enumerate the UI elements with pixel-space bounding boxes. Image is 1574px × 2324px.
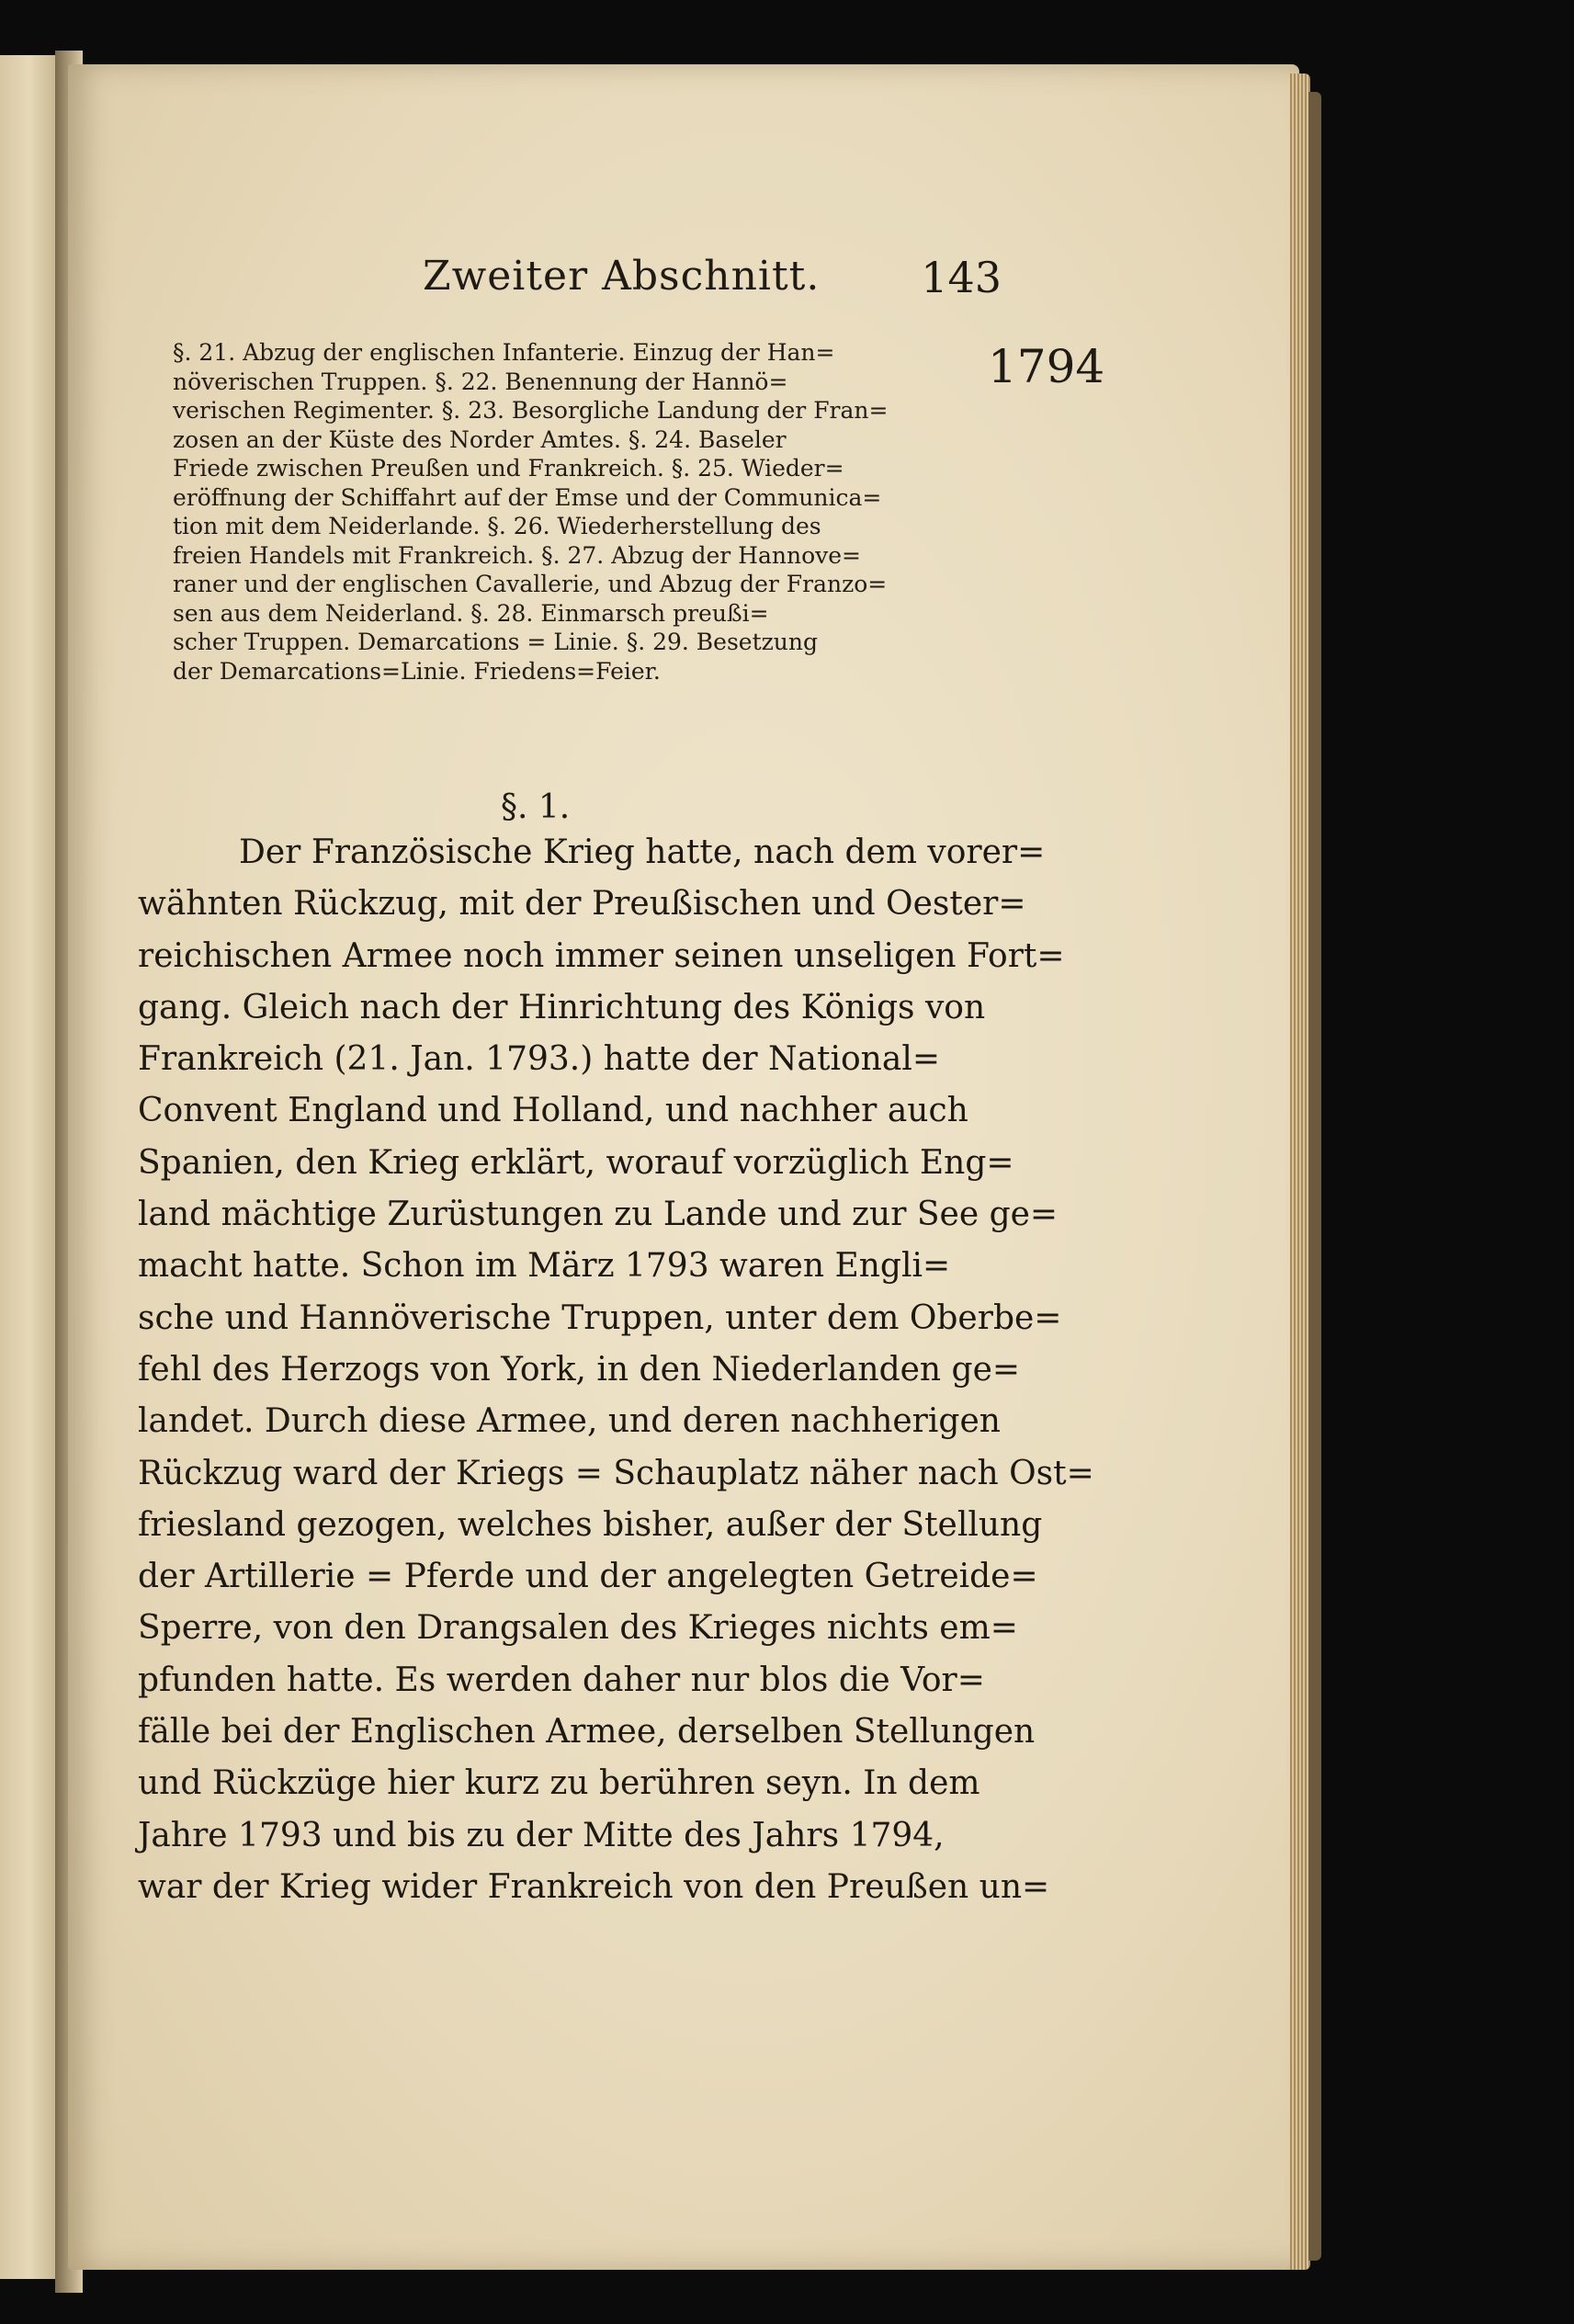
body-line: gang. Gleich nach der Hinrichtung des Königs von (138, 988, 986, 1026)
summary-line: verischen Regimenter. §. 23. Besorgliche Landung der Fran= (173, 397, 889, 424)
margin-year: 1794 (988, 340, 1105, 393)
body-line: friesland gezogen, welches bisher, außer der Stellung (138, 1505, 1043, 1544)
running-title: Zweiter Abschnitt. (423, 253, 821, 300)
body-line: wähnten Rückzug, mit der Preußischen und Oester= (138, 885, 1026, 924)
summary-line: Friede zwischen Preußen und Frankreich. §. 25. Wieder= (173, 455, 844, 482)
body-line: Sperre, von den Drangsalen des Krieges nichts em= (138, 1609, 1018, 1648)
body-line: reichischen Armee noch immer seinen unseligen Fort= (138, 936, 1065, 975)
body-line: Spanien, den Krieg erklärt, worauf vorzüglich Eng= (138, 1143, 1014, 1182)
page-number: 143 (921, 253, 1002, 302)
chapter-summary (173, 338, 991, 686)
body-paragraph (138, 827, 1094, 1913)
summary-line: eröffnung der Schiffahrt auf der Emse und der Communica= (173, 483, 882, 511)
cover-edge (1308, 92, 1321, 2261)
body-line: Convent England und Holland, und nachher auch (138, 1092, 968, 1130)
body-line: sche und Hannöverische Truppen, unter dem Oberbe= (138, 1298, 1062, 1337)
body-line: macht hatte. Schon im März 1793 waren Engli= (138, 1247, 951, 1286)
summary-line: tion mit dem Neiderlande. §. 26. Wiederherstellung des (173, 513, 821, 539)
body-line: war der Krieg wider Frankreich von den Preußen un= (138, 1867, 1050, 1906)
body-line: Rückzug ward der Kriegs = Schauplatz näher nach Ost= (138, 1454, 1094, 1492)
page-fore-edge (1290, 74, 1310, 2270)
summary-line: növerischen Truppen. §. 22. Benennung der Hannö= (173, 368, 788, 395)
summary-line: zosen an der Küste des Norder Amtes. §. 24. Baseler (173, 425, 787, 453)
summary-line: raner und der englischen Cavallerie, und Abzug der Franzo= (173, 571, 888, 597)
summary-line: scher Truppen. Demarcations = Linie. §. 29. Besetzung (173, 629, 819, 655)
body-line: und Rückzüge hier kurz zu berühren seyn. In dem (138, 1764, 980, 1803)
summary-line: freien Handels mit Frankreich. §. 27. Abzug der Hannove= (173, 541, 861, 569)
body-line: landet. Durch diese Armee, und deren nachherigen (138, 1402, 1001, 1441)
body-line: fehl des Herzogs von York, in den Niederlanden ge= (138, 1350, 1021, 1389)
body-line: Jahre 1793 und bis zu der Mitte des Jahrs 1794, (138, 1816, 945, 1854)
summary-line: §. 21. Abzug der englischen Infanterie. Einzug der Han= (173, 339, 835, 366)
running-header (423, 253, 1002, 308)
body-line: Frankreich (21. Jan. 1793.) hatte der National= (138, 1040, 940, 1079)
section-heading: §. 1. (501, 788, 571, 826)
body-line: land mächtige Zurüstungen zu Lande und zur See ge= (138, 1196, 1059, 1234)
body-line: pfunden hatte. Es werden daher nur blos die Vor= (138, 1661, 985, 1699)
body-line: der Artillerie = Pferde und der angelegten Getreide= (138, 1558, 1038, 1596)
summary-line: sen aus dem Neiderland. §. 28. Einmarsch preußi= (173, 599, 769, 627)
body-line: Der Französische Krieg hatte, nach dem vorer= (239, 833, 1046, 871)
body-line: fälle bei der Englischen Armee, derselben Stellungen (138, 1713, 1036, 1752)
summary-line: der Demarcations=Linie. Friedens=Feier. (173, 657, 661, 685)
